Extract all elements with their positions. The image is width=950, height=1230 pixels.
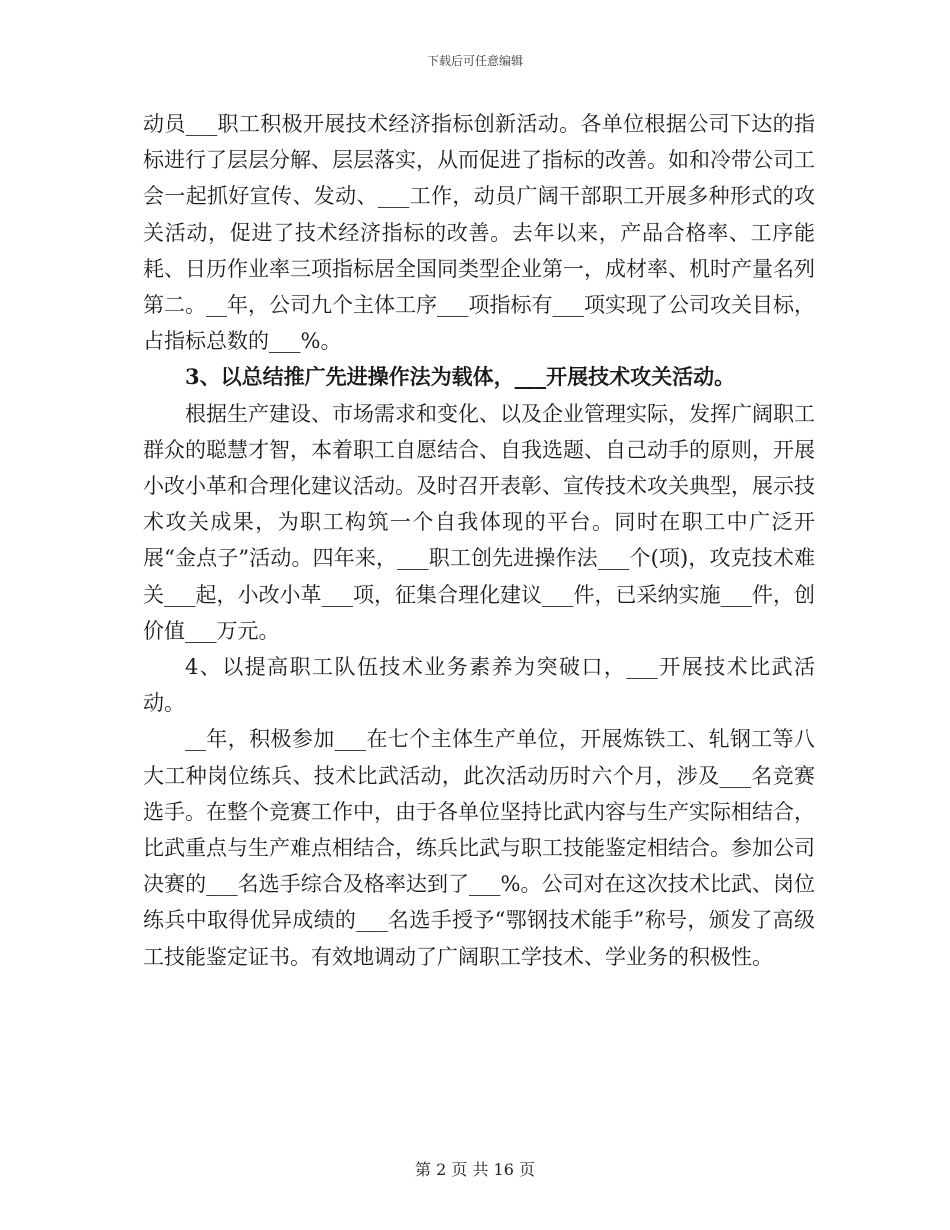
paragraph-continuation: 动员___职工积极开展技术经济指标创新活动。各单位根据公司下达的指标进行了层层分解、层层落实，从而促进了指标的改善。如和冷带公司工会一起抓好宣传、发动、___工作，动员广阔干部职工开展多种形式的攻关活动，促进了技术经济指标的改善。去年以来，产品合格率、工序能耗、日历作业率三项指标居全国同类型企业第一，成材率、机时产量名列第二。__年，公司九个主体工序___项指标有___项实现了公司攻关目标，占指标总数的___%。 <box>143 112 815 354</box>
document-body <box>143 106 815 975</box>
paragraph-competition: __年，积极参加___在七个主体生产单位，开展炼铁工、轧钢工等八大工种岗位练兵、技术比武活动，此次活动历时六个月，涉及___名竞赛选手。在整个竞赛工作中，由于各单位坚持比武内容与生产实际相结合，比武重点与生产难点相结合，练兵比武与职工技能鉴定相结合。参加公司决赛的___名选手综合及格率达到了___%。公司对在这次技术比武、岗位练兵中取得优异成绩的___名选手授予“鄂钢技术能手”称号，颁发了高级工技能鉴定证书。有效地调动了广阔职工学技术、学业务的积极性。 <box>143 727 815 969</box>
section-heading-4: 4、以提高职工队伍技术业务素养为突破口，___开展技术比武活动。 <box>143 655 815 716</box>
page-number: 第 2 页 共 16 页 <box>415 1160 535 1179</box>
paragraph-innovation: 根据生产建设、市场需求和变化、以及企业管理实际，发挥广阔职工群众的聪慧才智，本着职工自愿结合、自我选题、自己动手的原则，开展小改小革和合理化建议活动。及时召开表彰、宣传技术攻关典型，展示技术攻关成果，为职工构筑一个自我体现的平台。同时在职工中广泛开展“金点子”活动。四年来，___职工创先进操作法___个(项)，攻克技术难关___起，小改小革___项，征集合理化建议___件，已采纳实施___件，创价值___万元。 <box>143 401 815 643</box>
section-heading-3: 3、以总结推广先进操作法为载体，___开展技术攻关活动。 <box>185 364 736 390</box>
page-header: 下载后可任意编辑 <box>426 54 523 68</box>
